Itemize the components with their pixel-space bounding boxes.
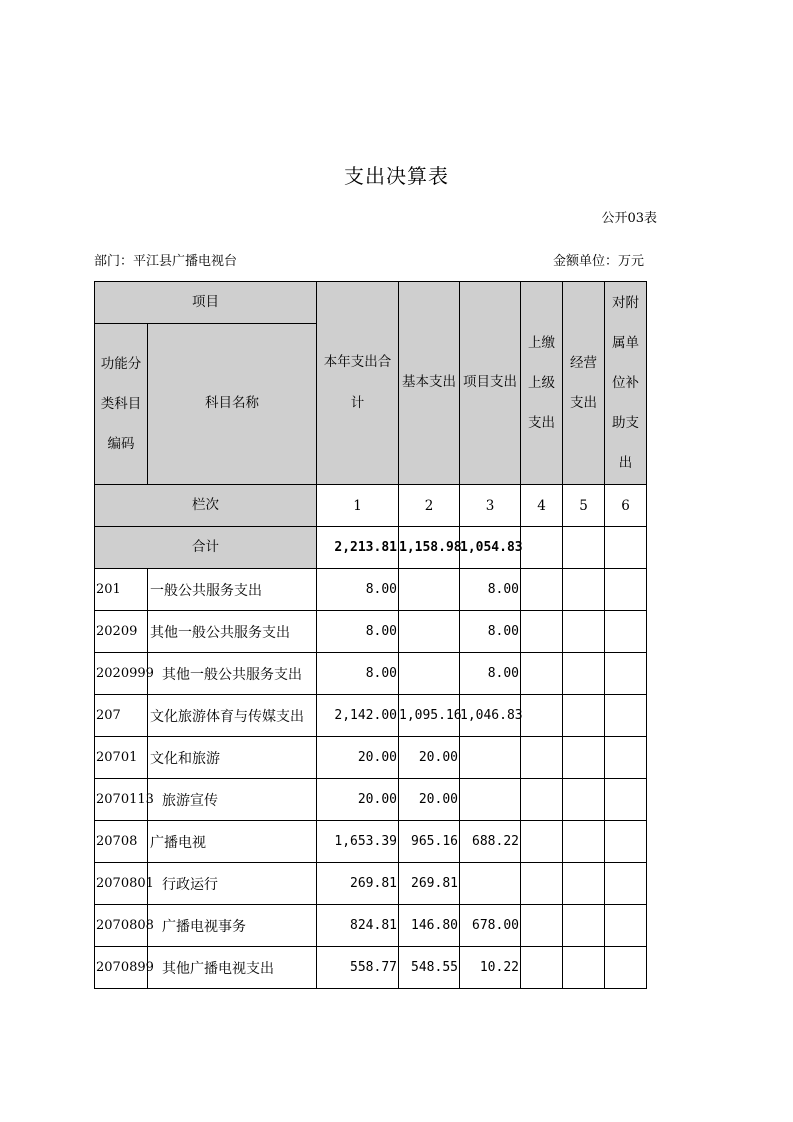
table-row [95,779,647,821]
row-business [563,653,605,695]
row-total: 2,142.00 [317,695,399,737]
row-name: 广播电视 [148,821,317,863]
row-code: 201 [95,569,148,611]
row-name: 其他一般公共服务支出 [148,653,317,695]
row-upper [521,569,563,611]
row-upper [521,905,563,947]
row-upper [521,779,563,821]
row-upper [521,947,563,989]
table-row [95,863,647,905]
row-business [563,737,605,779]
row-total: 8.00 [317,653,399,695]
row-code: 2070899 [95,947,148,989]
row-total: 20.00 [317,779,399,821]
row-total: 558.77 [317,947,399,989]
header-business [563,282,605,485]
row-basic: 1,095.16 [399,695,460,737]
row-subsidy [605,947,647,989]
row-name: 文化和旅游 [148,737,317,779]
row-business [563,569,605,611]
amount-unit-label: 金额单位：万元 [552,254,644,269]
total-label: 合计 [95,527,317,569]
row-subsidy [605,821,647,863]
row-subsidy [605,611,647,653]
col-index-5: 5 [563,485,605,527]
row-basic [399,569,460,611]
total-subsidy [605,527,647,569]
row-project: 8.00 [460,611,521,653]
total-basic: 1,158.98 [399,527,460,569]
row-basic: 965.16 [399,821,460,863]
row-business [563,821,605,863]
total-business [563,527,605,569]
row-business [563,695,605,737]
row-subsidy [605,569,647,611]
row-business [563,611,605,653]
row-subsidy [605,779,647,821]
header-item: 项目 [95,282,317,324]
row-code: 20708 [95,821,148,863]
header-total-text: 本年支出合计 [323,354,392,411]
row-name: 行政运行 [148,863,317,905]
row-basic: 20.00 [399,737,460,779]
row-project: 8.00 [460,569,521,611]
header-upper-text: 上缴上级支出 [528,335,555,431]
row-code: 2070801 [95,863,148,905]
table-row [95,737,647,779]
row-basic: 20.00 [399,779,460,821]
total-amount: 2,213.81 [317,527,399,569]
col-index-6: 6 [605,485,647,527]
row-total: 20.00 [317,737,399,779]
row-name: 其他广播电视支出 [148,947,317,989]
row-subsidy [605,905,647,947]
row-project [460,737,521,779]
row-code: 2070113 [95,779,148,821]
row-project [460,863,521,905]
header-basic: 基本支出 [399,282,460,485]
row-business [563,905,605,947]
row-basic: 548.55 [399,947,460,989]
row-basic: 269.81 [399,863,460,905]
row-project: 10.22 [460,947,521,989]
row-business [563,947,605,989]
row-code: 207 [95,695,148,737]
row-name: 旅游宣传 [148,779,317,821]
total-row [95,527,647,569]
row-upper [521,611,563,653]
header-total [317,282,399,485]
header-func-code-text: 功能分类科目编码 [100,356,142,452]
header-business-text: 经营支出 [570,355,597,411]
table-row [95,821,647,863]
row-basic [399,653,460,695]
department-label: 部门：平江县广播电视台 [94,254,238,269]
row-business [563,863,605,905]
row-upper [521,653,563,695]
total-upper [521,527,563,569]
row-project: 688.22 [460,821,521,863]
header-column-label: 栏次 [95,485,317,527]
col-index-3: 3 [460,485,521,527]
row-code: 20701 [95,737,148,779]
row-total: 8.00 [317,611,399,653]
row-total: 269.81 [317,863,399,905]
row-upper [521,863,563,905]
row-code: 2020999 [95,653,148,695]
row-name: 文化旅游体育与传媒支出 [148,695,317,737]
row-name: 其他一般公共服务支出 [148,611,317,653]
row-total: 1,653.39 [317,821,399,863]
table-row [95,611,647,653]
header-project: 项目支出 [460,282,521,485]
row-name: 广播电视事务 [148,905,317,947]
header-subsidy-text: 对附属单位补助支出 [612,295,639,471]
row-project: 1,046.83 [460,695,521,737]
row-project [460,779,521,821]
row-upper [521,821,563,863]
header-func-code [95,324,148,485]
row-code: 20209 [95,611,148,653]
row-basic: 146.80 [399,905,460,947]
header-subject-name: 科目名称 [148,324,317,485]
total-project: 1,054.83 [460,527,521,569]
col-index-4: 4 [521,485,563,527]
header-upper [521,282,563,485]
row-total: 824.81 [317,905,399,947]
header-subsidy [605,282,647,485]
page-title: 支出决算表 [344,164,449,188]
row-project: 678.00 [460,905,521,947]
row-name: 一般公共服务支出 [148,569,317,611]
row-basic [399,611,460,653]
row-subsidy [605,863,647,905]
row-business [563,779,605,821]
table-row [95,905,647,947]
form-number: 公开03表 [601,211,657,226]
row-total: 8.00 [317,569,399,611]
row-subsidy [605,695,647,737]
expenditure-table [94,281,647,989]
row-upper [521,737,563,779]
table-row [95,653,647,695]
row-upper [521,695,563,737]
row-code: 2070808 [95,905,148,947]
row-project: 8.00 [460,653,521,695]
row-subsidy [605,737,647,779]
table-row [95,695,647,737]
row-subsidy [605,653,647,695]
table-row [95,947,647,989]
col-index-1: 1 [317,485,399,527]
table-row [95,569,647,611]
col-index-2: 2 [399,485,460,527]
